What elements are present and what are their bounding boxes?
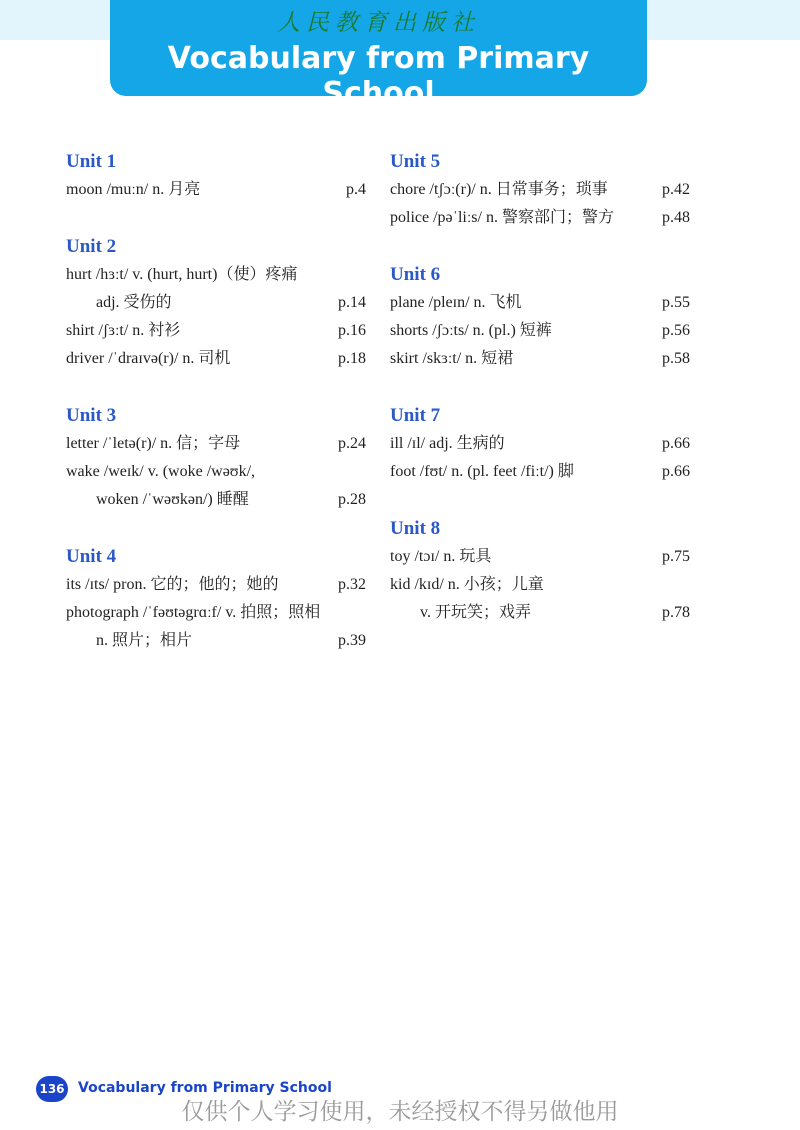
vocab-text: v. 开玩笑；戏弄 — [420, 604, 531, 621]
page-reference: p.58 — [662, 350, 690, 367]
unit-section — [66, 543, 366, 655]
vocab-text: letter /ˈletə(r)/ n. 信；字母 — [66, 435, 241, 452]
vocab-text: skirt /skɜːt/ n. 短裙 — [390, 350, 514, 367]
vocab-entry — [390, 458, 690, 486]
unit-heading: Unit 3 — [66, 405, 117, 426]
page-reference: p.66 — [662, 435, 690, 452]
vocab-entry — [390, 543, 690, 571]
vocab-text: police /pəˈliːs/ n. 警察部门；警方 — [390, 209, 614, 226]
vocab-entry — [66, 571, 366, 599]
unit-heading: Unit 6 — [390, 264, 441, 285]
vocab-entry — [390, 599, 690, 627]
vocab-entry — [390, 204, 690, 232]
vocab-entry — [66, 261, 366, 289]
watermark: 仅供个人学习使用，未经授权不得另做他用 — [181, 1099, 619, 1125]
page-reference: p.32 — [338, 576, 366, 593]
vocab-entry — [66, 345, 366, 373]
unit-section — [390, 402, 690, 486]
page-number-badge: 136 — [36, 1076, 68, 1102]
vocab-text: wake /weɪk/ v. (woke /wəʊk/, — [66, 463, 256, 480]
page-reference: p.55 — [662, 294, 690, 311]
vocab-entry — [66, 458, 366, 486]
page-reference: p.24 — [338, 435, 366, 452]
title-banner — [110, 0, 647, 111]
unit-section — [66, 233, 366, 373]
vocab-text: foot /fʊt/ n. (pl. feet /fiːt/) 脚 — [390, 463, 574, 480]
unit-heading: Unit 1 — [66, 151, 117, 172]
footer-title: Vocabulary from Primary School — [78, 1080, 332, 1096]
vocab-entry — [66, 599, 366, 627]
vocab-text: plane /pleɪn/ n. 飞机 — [390, 294, 522, 311]
unit-section — [66, 148, 366, 204]
vocab-entry — [390, 176, 690, 204]
unit-section — [390, 261, 690, 373]
left-column — [66, 148, 366, 655]
vocab-entry — [66, 430, 366, 458]
vocab-entry — [390, 289, 690, 317]
page-reference: p.56 — [662, 322, 690, 339]
publisher-logo-text: 人民教育出版社 — [277, 10, 480, 36]
vocab-text: its /ɪts/ pron. 它的；他的；她的 — [66, 576, 279, 593]
page-reference: p.14 — [338, 294, 366, 311]
page-reference: p.4 — [346, 181, 366, 198]
vocab-text: chore /tʃɔː(r)/ n. 日常事务；琐事 — [390, 181, 608, 198]
page-reference: p.75 — [662, 548, 690, 565]
vocab-entry — [66, 176, 366, 204]
vocab-entry — [66, 486, 366, 514]
unit-section — [66, 402, 366, 514]
vocab-text: ill /ɪl/ adj. 生病的 — [390, 435, 505, 452]
vocab-entry — [66, 289, 366, 317]
page-reference: p.42 — [662, 181, 690, 198]
vocab-entry — [66, 627, 366, 655]
vocab-entry — [390, 345, 690, 373]
page-reference: p.78 — [662, 604, 690, 621]
unit-heading: Unit 2 — [66, 236, 117, 257]
vocab-text: kid /kɪd/ n. 小孩；儿童 — [390, 576, 544, 593]
unit-heading: Unit 4 — [66, 546, 117, 567]
right-column — [390, 148, 690, 627]
vocab-entry — [66, 317, 366, 345]
unit-section — [390, 515, 690, 627]
vocab-text: shirt /ʃɜːt/ n. 衬衫 — [66, 322, 181, 339]
page-reference: p.28 — [338, 491, 366, 508]
vocab-text: moon /muːn/ n. 月亮 — [66, 181, 201, 198]
vocab-text: adj. 受伤的 — [96, 294, 172, 311]
vocab-text: driver /ˈdraɪvə(r)/ n. 司机 — [66, 350, 231, 367]
page-reference: p.39 — [338, 632, 366, 649]
page-reference: p.66 — [662, 463, 690, 480]
page-title: Vocabulary from Primary School — [167, 41, 590, 111]
page-reference: p.48 — [662, 209, 690, 226]
vocab-entry — [390, 430, 690, 458]
unit-heading: Unit 8 — [390, 518, 441, 539]
vocab-text: n. 照片；相片 — [96, 632, 193, 649]
unit-heading: Unit 7 — [390, 405, 441, 426]
vocab-entry — [390, 317, 690, 345]
page-reference: p.16 — [338, 322, 366, 339]
vocab-text: photograph /ˈfəʊtəgrɑːf/ v. 拍照；照相 — [66, 604, 321, 621]
vocab-text: shorts /ʃɔːts/ n. (pl.) 短裤 — [390, 322, 552, 339]
unit-section — [390, 148, 690, 232]
vocab-text: toy /tɔɪ/ n. 玩具 — [390, 548, 492, 565]
unit-heading: Unit 5 — [390, 151, 441, 172]
vocab-entry — [390, 571, 690, 599]
vocab-text: woken /ˈwəʊkən/) 睡醒 — [96, 491, 249, 508]
vocab-text: hurt /hɜːt/ v. (hurt, hurt)（使）疼痛 — [66, 266, 298, 283]
page-reference: p.18 — [338, 350, 366, 367]
